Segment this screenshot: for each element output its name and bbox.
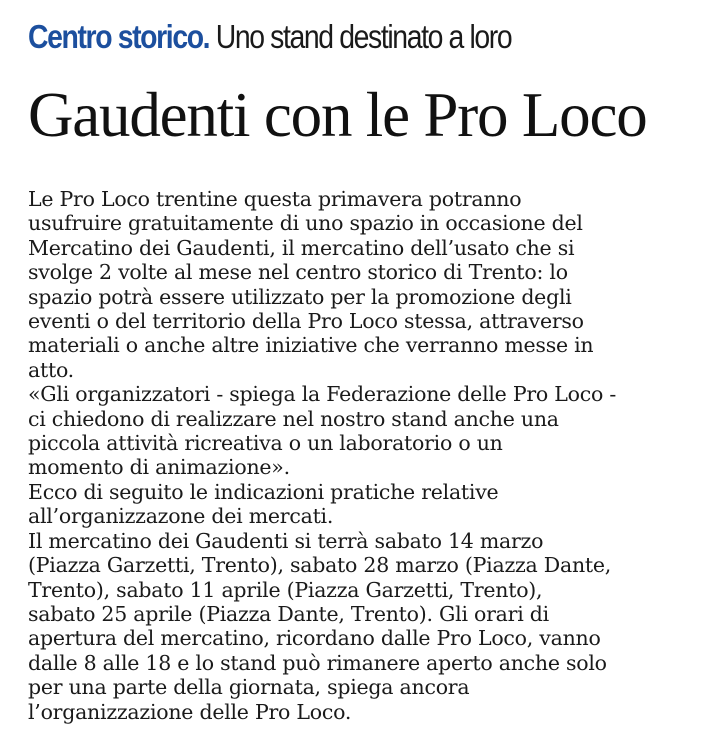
body-line: apertura del mercatino, ricordano dalle Pro Loco, vanno [28, 626, 601, 651]
kicker-section: Centro storico. [28, 18, 210, 55]
body-line: momento di animazione». [28, 455, 290, 480]
body-line: eventi o del territorio della Pro Loco stessa, attraverso [28, 309, 584, 334]
article-body [28, 187, 695, 724]
body-line: (Piazza Garzetti, Trento), sabato 28 marzo (Piazza Dante, [28, 553, 612, 578]
body-line: atto. [28, 357, 74, 382]
body-line: all’organizzazone dei mercati. [28, 504, 334, 529]
body-line: Le Pro Loco trentine questa primavera potranno [28, 187, 522, 211]
headline: Gaudenti con le Pro Loco [28, 80, 647, 150]
body-line: ci chiedono di realizzare nel nostro stand anche una [28, 406, 559, 431]
body-line: piccola attività ricreativa o un laboratorio o un [28, 431, 503, 456]
body-line: «Gli organizzatori - spiega la Federazione delle Pro Loco - [28, 382, 616, 407]
body-line: spazio potrà essere utilizzato per la promozione degli [28, 284, 572, 309]
body-line: per una parte della giornata, spiega ancora [28, 675, 470, 700]
body-line: sabato 25 aprile (Piazza Dante, Trento). Gli orari di [28, 601, 549, 626]
body-line: materiali o anche altre iniziative che verranno messe in [28, 333, 594, 358]
body-line: l’organizzazione delle Pro Loco. [28, 699, 352, 724]
body-line: Il mercatino dei Gaudenti si terrà sabato 14 marzo [28, 528, 544, 553]
body-line: Ecco di seguito le indicazioni pratiche relative [28, 479, 499, 504]
kicker-subtitle: Uno stand destinato a loro [215, 18, 512, 55]
body-line: Trento), sabato 11 aprile (Piazza Garzetti, Trento), [28, 577, 543, 602]
kicker [28, 16, 602, 58]
body-line: Mercatino dei Gaudenti, il mercatino dell’usato che si [28, 235, 575, 260]
body-line: usufruire gratuitamente di uno spazio in occasione del [28, 211, 583, 236]
body-line: dalle 8 alle 18 e lo stand può rimanere aperto anche solo [28, 650, 607, 675]
body-line: svolge 2 volte al mese nel centro storico di Trento: lo [28, 260, 568, 285]
